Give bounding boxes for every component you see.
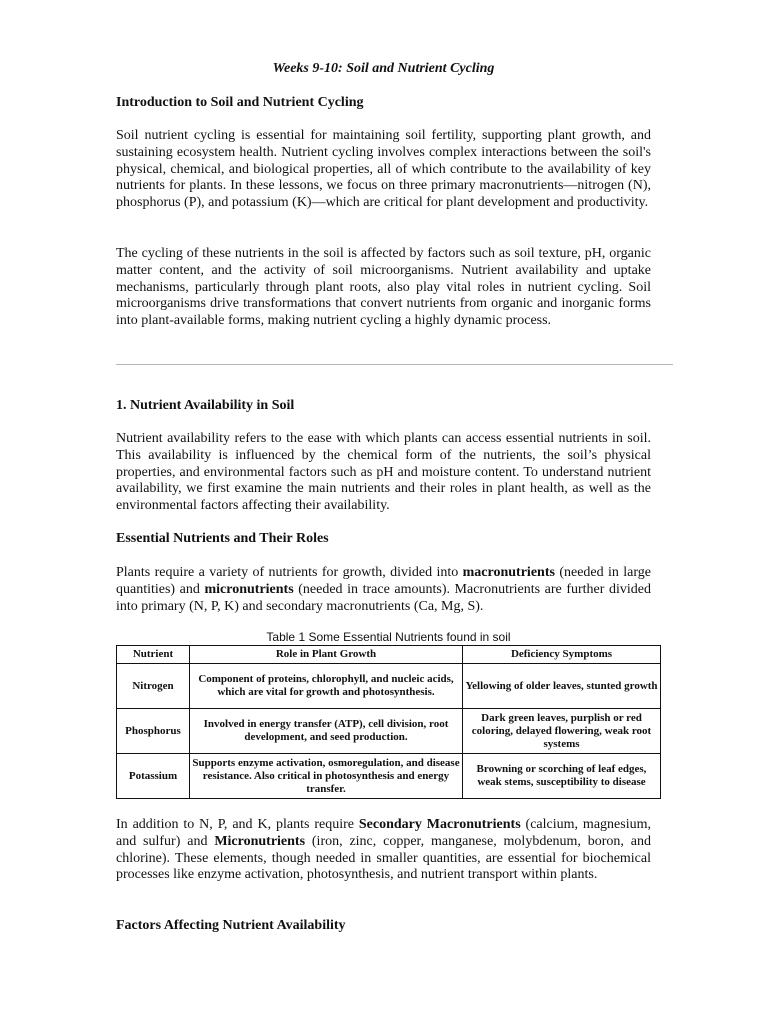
factors-heading: Factors Affecting Nutrient Availability: [116, 918, 346, 933]
table-row: [117, 709, 661, 754]
document-title: Weeks 9-10: Soil and Nutrient Cycling: [272, 61, 495, 76]
text-run: (calcium, magnesium, and sulfur) and: [116, 817, 651, 849]
text-run: (needed in trace amounts). Macronutrients are further divided into primary (N, P, K) and secondary macronutrients (Ca, Mg, S).: [116, 581, 652, 614]
nutrients-table: [116, 645, 661, 799]
text-run: (needed in large quantities) and: [116, 565, 651, 597]
table-cell-role: Involved in energy transfer (ATP), cell division, root development, and seed production.: [190, 709, 463, 754]
table-cell-nutrient: Phosphorus: [117, 709, 190, 754]
bold-term-micronutrients: micronutrients: [204, 581, 294, 597]
text-run: In addition to N, P, and K, plants require: [116, 817, 359, 832]
table-header-cell: Deficiency Symptoms: [463, 646, 661, 664]
table-cell-deficiency: Dark green leaves, purplish or red coloring, delayed flowering, weak root systems: [463, 709, 661, 754]
table-row: [117, 754, 661, 799]
text-run: Plants require a variety of nutrients for growth, divided into: [116, 565, 463, 580]
essential-nutrients-heading: Essential Nutrients and Their Roles: [116, 531, 329, 546]
table-cell-nutrient: Potassium: [117, 754, 190, 799]
intro-paragraph-2: The cycling of these nutrients in the soil is affected by factors such as soil texture, pH, organic matter content, and the activity of soil microorganisms. Nutrient availability and uptake mechanisms, particularly through plant roots, also play vital roles in nutrient cycling. Soil microorganisms drive transformations that convert nutrients from organic and inorganic forms into plant-available forms, making nutrient cycling a highly dynamic process.: [116, 246, 651, 329]
table-cell-deficiency: Yellowing of older leaves, stunted growth: [463, 664, 661, 709]
table-header-row: [117, 646, 661, 664]
intro-heading: Introduction to Soil and Nutrient Cycling: [116, 95, 364, 110]
table-header-cell: Role in Plant Growth: [190, 646, 463, 664]
essential-nutrients-paragraph: [116, 565, 651, 615]
horizontal-divider: [116, 364, 673, 365]
section-1-paragraph-1: Nutrient availability refers to the ease with which plants can access essential nutrients in soil. This availability is influenced by the chemical form of the nutrients, the soil’s physical properties, and environmental factors such as pH and moisture content. To understand nutrient availability, we first examine the main nutrients and their roles in plant health, as well as the environmental factors affecting their availability.: [116, 431, 651, 514]
section-1-heading: 1. Nutrient Availability in Soil: [116, 398, 295, 413]
bold-term-micronutrients: Micronutrients: [214, 833, 306, 849]
text-run: (iron, zinc, copper, manganese, molybdenum, boron, and chlorine). These elements, though needed in smaller quantities, are essential for biochemical processes like enzyme activation, photosynthesis, and nutrient transport within plants.: [116, 833, 651, 883]
intro-paragraph-1: Soil nutrient cycling is essential for maintaining soil fertility, supporting plant growth, and sustaining ecosystem health. Nutrient cycling involves complex interactions between the soil's physical, chemical, and biological properties, all of which contribute to the availability of key nutrients for plants. In these lessons, we focus on three primary macronutrients—nitrogen (N), phosphorus (P), and potassium (K)—which are critical for plant development and productivity.: [116, 128, 651, 211]
table-cell-role: Component of proteins, chlorophyll, and nucleic acids, which are vital for growth and photosynthesis.: [190, 664, 463, 709]
table-cell-role: Supports enzyme activation, osmoregulation, and disease resistance. Also critical in photosynthesis and energy transfer.: [190, 754, 463, 799]
table-row: [117, 664, 661, 709]
table-header-cell: Nutrient: [117, 646, 190, 664]
table-caption: Table 1 Some Essential Nutrients found in soil: [266, 630, 511, 644]
table-cell-nutrient: Nitrogen: [117, 664, 190, 709]
bold-term-secondary-macronutrients: Secondary Macronutrients: [358, 817, 521, 832]
secondary-nutrients-paragraph: [116, 817, 651, 884]
table-cell-deficiency: Browning or scorching of leaf edges, weak stems, susceptibility to disease: [463, 754, 661, 799]
bold-term-macronutrients: macronutrients: [462, 565, 555, 580]
